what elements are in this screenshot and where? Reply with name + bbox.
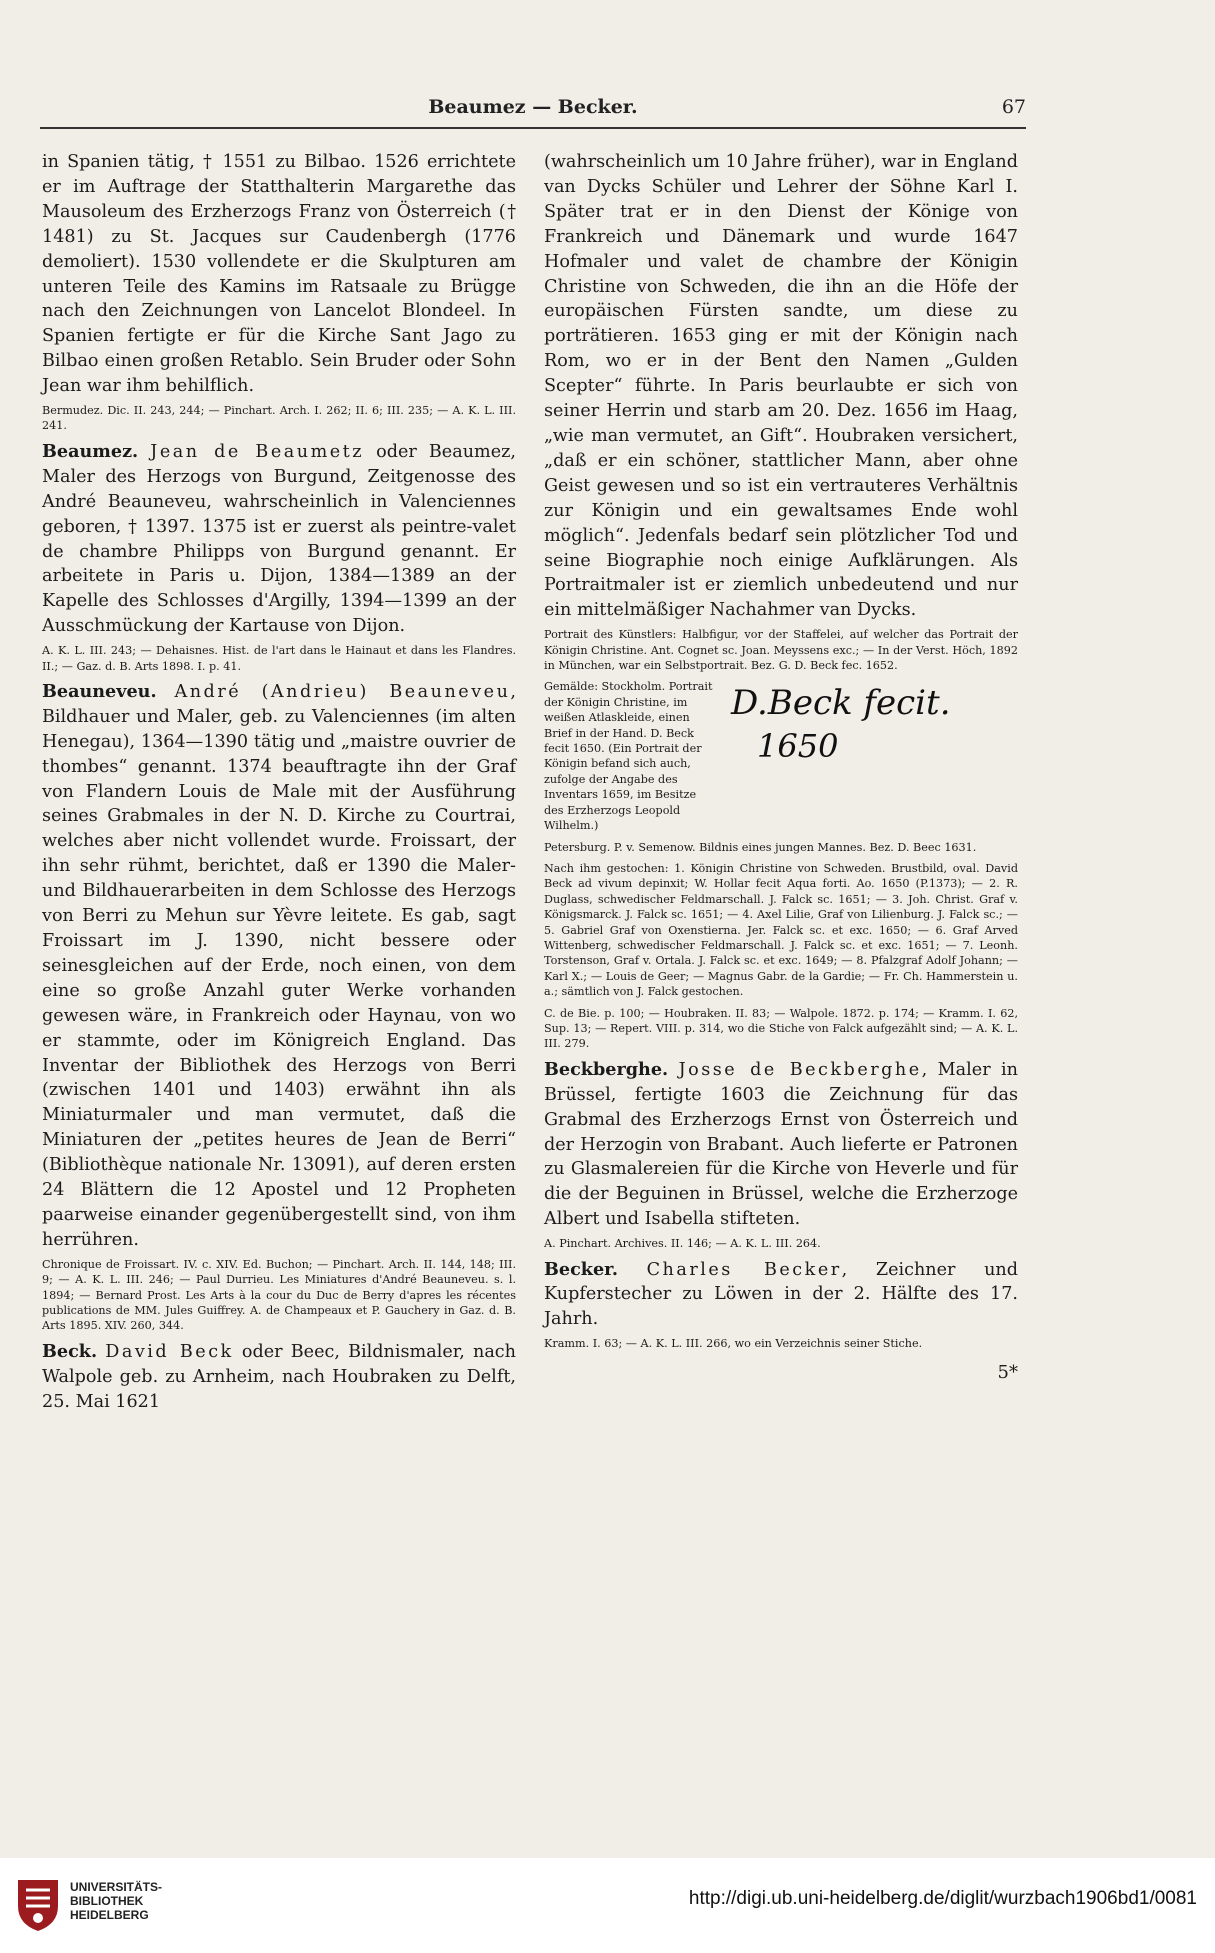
library-name-line: BIBLIOTHEK [70,1894,144,1908]
headword: Beaumez. [42,440,139,462]
footer-bar [0,1858,1215,1953]
entry-name: David Beck [105,1341,234,1362]
reference-note: Petersburg. P. v. Semenow. Bildnis eines jungen Mannes. Bez. D. Beec 1631. [544,840,977,854]
entry-beckberghe [544,1058,1018,1232]
headword: Beauneveu. [42,680,157,702]
entry-name: Josse de Beckberghe [678,1059,922,1080]
university-seal-icon [14,1876,62,1934]
entry-name: André (Andrieu) Beauneveu [174,681,511,702]
running-header [40,96,1026,126]
entry-becker [544,1258,1018,1333]
headword: Becker. [544,1258,618,1280]
entry-beauneveu [42,680,516,1253]
paragraph: (wahrscheinlich um 10 Jahre früher), war in England van Dycks Schüler und Lehrer der Söhne Karl I. Später trat er in den Dienst der Könige von Frankreich und Dänemark und wurde 1647 Hofmaler und valet de chambre der Königin Christine von Schweden, die ihn an die Höfe der europäischen Fürsten sandte, um diese zu porträtieren. 1653 ging er mit der Königin nach Rom, wo er in der Bent den Namen „Gulden Scepter“ führte. In Paris beurlaubte er sich von seiner Herrin und starb am 20. Dez. 1656 im Haag, „wie man vermutet, an Gift“. Houbraken versichert, „daß er ein schöner, stattlicher Mann, aber ohne Geist gewesen und so ist ein vertrauteres Verhältnis zur Königin und ein gewaltsames Ende wohl möglich“. Jedenfals bedarf sein plötzlicher Tod und seine Biographie noch einige Aufklärungen. Als Portraitmaler ist er ziemlich unbedeutend und nur ein mittelmäßiger Nachahmer van Dycks. [544,152,1018,621]
entry-beck [42,1340,516,1415]
reference-note: Nach ihm gestochen: 1. Königin Christine von Schweden. Brustbild, oval. David Beck ad vivum depinxit; W. Hollar fecit Aqua forti. Ao. 1650 (P.1373); — 2. R. Duglass, schwedischer Feldmarschall. J. Falck sc. 1651; — 3. Joh. Christ. Graf v. Königsmarck. J. Falck sc. 1651; — 4. Axel Lilie, Graf von Lilienburg. J. Falck sc.; — 5. Gabriel Graf von Oxenstierna. Jer. Falck sc. et exc. 1650; — 6. Graf Arved Wittenberg, schwedischer Feldmarschall. J. Falck sc. et exc. 1651; — 7. Leonh. Torstenson, Graf v. Ortala. J. Falck sc. et exc. 1649; — 8. Pfalzgraf Adolf Johann; — Karl X.; — Louis de Geer; — Magnus Gabr. de la Gardie; — Fr. Ch. Hammerstein u. a.; sämtlich von J. Falck gestochen. [544,861,1018,999]
right-column [544,150,1018,1383]
entry-text: , Zeichner und Kupferstecher zu Löwen in der 2. Hälfte des 17. Jahrh. [544,1259,1018,1330]
library-name-line: HEIDELBERG [70,1908,149,1922]
entry-name: Jean de Beaumetz [150,441,365,462]
signature-year: 1650 [757,727,839,766]
source-url[interactable]: http://digi.ub.uni-heidelberg.de/diglit/wurzbach1906bd1/0081 [688,1888,1197,1909]
page-number: 67 [1001,96,1026,118]
entry-text: , Bildhauer und Maler, geb. zu Valenciennes (im alten Henegau), 1364—1390 tätig und „maistre ouvrier de thombes“ genannt. 1374 beauftragte ihn der Graf von Flandern Louis de Male mit der Ausführung seines Grabmales in der N. D. Kirche zu Courtrai, welches aber nicht vollendet wurde. Froissart, der ihn sehr rühmt, berichtet, daß er 1390 die Maler- und Bildhauerarbeiten in dem Schlosse des Herzogs von Berri zu Mehun sur Yèvre leitete. Es gab, sagt Froissart im J. 1390, nicht bessere oder seinesgleichen auf der Erde, noch einen, von dem eine so große Anzahl guter Werke vorhanden gewesen wäre, in Frankreich oder Haynau, von wo er stammte, oder im Königreich England. Das Inventar der Bibliothek des Herzogs von Berri (zwischen 1401 und 1403) erwähnt ihn als Miniaturmaler und man vermutet, daß die Miniaturen der „petites heures de Jean de Berri“ (Bibliothèque nationale Nr. 13091), auf deren ersten 24 Blättern die 12 Apostel und 12 Propheten paarweise einander gegenübergestellt sind, von ihm herrühren. [42,681,516,1250]
reference-note: Chronique de Froissart. IV. c. XIV. Ed. Buchon; — Pinchart. Arch. II. 144, 148; III. 9; — A. K. L. III. 246; — Paul Durrieu. Les Miniatures d'André Beauneveu. s. l. 1894; — Bernard Prost. Les Arts à la cour du Duc de Berry d'apres les récentes publications de MM. Jules Guiffrey. A. de Champeaux et P. Gauchery in Gaz. d. B. Arts 1895. XIV. 260, 344. [42,1257,516,1333]
entry-beaumez [42,440,516,639]
entry-text: , Maler in Brüssel, fertigte 1603 die Zeichnung für das Grabmal des Erzherzogs Ernst von Österreich und der Herzogin von Brabant. Auch lieferte er Patronen zu Glasmalereien für die Kirche von Heverle und für die der Beguinen in Brüssel, welche die Erzherzoge Albert und Isabella stifteten. [544,1059,1018,1230]
entry-text: oder Beaumez, Maler des Herzogs von Burgund, Zeitgenosse des André Beauneveu, wahrscheinlich in Valenciennes geboren, † 1397. 1375 ist er zuerst als peintre-valet de chambre Philipps von Burgund genannt. Er arbeitete in Paris u. Dijon, 1384—1389 an der Kapelle des Schlosses d'Argilly, 1394—1399 an der Ausschmückung der Kartause von Dijon. [42,441,516,637]
signature-line: D.Beck fecit. [731,683,951,724]
reference-note: C. de Bie. p. 100; — Houbraken. II. 83; — Walpole. 1872. p. 174; — Kramm. I. 62, Sup. 13; — Repert. VIII. p. 314, wo die Stiche von Falck aufgezählt sind; — A. K. L. III. 279. [544,1006,1018,1051]
running-title: Beaumez — Becker. [428,96,638,118]
sheet-mark: 5* [997,1361,1018,1383]
headword: Beck. [42,1340,98,1362]
library-name-line: UNIVERSITÄTS- [70,1880,163,1894]
reference-note: A. Pinchart. Archives. II. 146; — A. K. L. III. 264. [544,1237,821,1251]
library-name [70,1880,162,1922]
header-rule [40,127,1026,129]
reference-note: Kramm. I. 63; — A. K. L. III. 266, wo ein Verzeichnis seiner Stiche. [544,1337,923,1351]
left-column [42,150,516,1419]
headword: Beckberghe. [544,1058,669,1080]
reference-note: Bermudez. Dic. II. 243, 244; — Pinchart. Arch. I. 262; II. 6; III. 235; — A. K. L. III. 241. [42,404,516,433]
paragraph: in Spanien tätig, † 1551 zu Bilbao. 1526 errichtete er im Auftrage der Statthalterin Margarethe das Mausoleum des Erzherzogs Franz von Österreich († 1481) zu St. Jacques sur Caudenbergh (1776 demoliert). 1530 vollendete er die Skulpturen am unteren Teile des Kamins im Ratsaale zu Brügge nach den Zeichnungen von Lancelot Blondeel. In Spanien fertigte er für die Kirche Sant Jago zu Bilbao einen großen Retablo. Sein Bruder oder Sohn Jean war ihm behilflich. [42,152,516,397]
signature-facsimile [719,679,999,769]
reference-note: A. K. L. III. 243; — Dehaisnes. Hist. de l'art dans le Hainaut et dans les Flandres. II.; — Gaz. d. B. Arts 1898. I. p. 41. [42,644,516,673]
signature-block [544,679,1018,833]
reference-note: Portrait des Künstlers: Halbfigur, vor der Staffelei, auf welcher das Portrait der Königin Christine. Ant. Cognet sc. Joan. Meyssens exc.; — In der Verst. Höch, 1892 in München, war ein Selbstportrait. Bez. G. D. Beck fec. 1652. [544,628,1018,673]
reference-note: Gemälde: Stockholm. Portrait der Königin Christine, im weißen Atlaskleide, einen Brief in der Hand. D. Beck fecit 1650. (Ein Portrait der Königin befand sich auch, zufolge der Angabe des Inventars 1659, im Besitze des Erzherzogs Leopold Wilhelm.) [544,680,713,833]
entry-name: Charles Becker [646,1259,842,1280]
entry-text: oder Beec, Bildnismaler, nach Walpole geb. zu Arnheim, nach Houbraken zu Delft, 25. Mai 1621 [42,1341,516,1412]
